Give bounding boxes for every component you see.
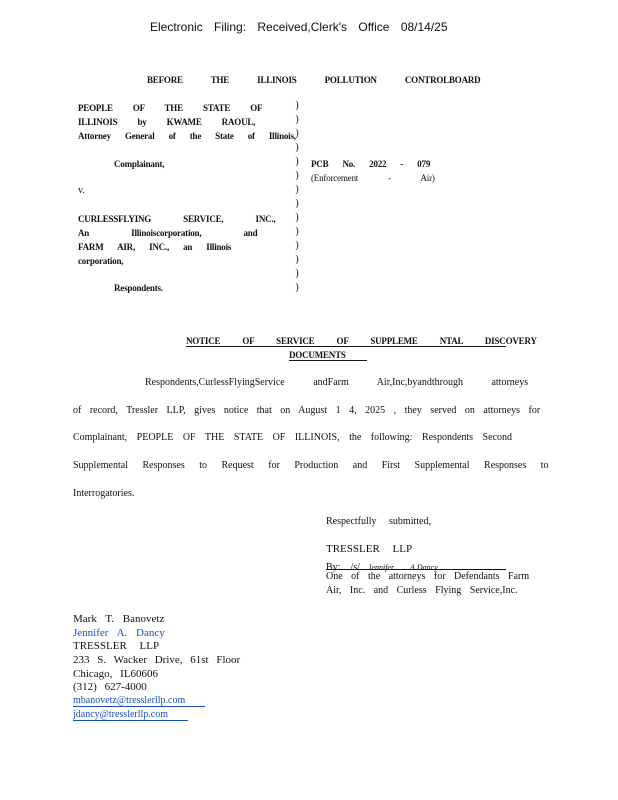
- respondent-line: An Illinoiscorporation, and: [78, 228, 258, 238]
- contact-address: 233 S. Wacker Drive, 61st Floor: [73, 654, 241, 666]
- notice-paragraph-line: Interrogatories.: [73, 488, 135, 499]
- versus-label: v.: [78, 185, 85, 196]
- signature-role: One of the attorneys for Defendants Farm: [326, 571, 530, 582]
- notice-paragraph-line: Respondents,CurlessFlyingService andFarm Air,Inc,byandthrough attorneys: [145, 377, 529, 388]
- signature-marker: /s/: [350, 562, 360, 573]
- notice-title-continued: DOCUMENTS: [289, 350, 367, 361]
- paren: ): [295, 156, 299, 167]
- case-type: (Enforcement - Air): [311, 173, 435, 183]
- contact-name[interactable]: Jennifer A. Dancy: [73, 627, 165, 639]
- respondents-label: Respondents.: [114, 283, 163, 293]
- notice-title: NOTICE OF SERVICE OF SUPPLEME NTAL DISCOVERY: [186, 336, 537, 346]
- case-number: PCB No. 2022 - 079: [311, 159, 431, 169]
- respondent-line: CURLESSFLYING SERVICE, INC.,: [78, 214, 276, 224]
- contact-email-link[interactable]: mbanovetz@tresslerllp.com: [73, 695, 205, 707]
- respondent-line: FARM AIR, INC., an Illinois: [78, 242, 232, 252]
- paren: ): [295, 198, 299, 209]
- paren: ): [295, 128, 299, 139]
- paren: ): [295, 212, 299, 223]
- plaintiff-line: ILLINOIS by KWAME RAOUL,: [78, 117, 256, 127]
- board-title: BEFORE THE ILLINOIS POLLUTION CONTROLBOARD: [147, 75, 481, 85]
- complainant-label: Complainant,: [114, 159, 165, 169]
- paren: ): [295, 100, 299, 111]
- signature-firm: TRESSLER LLP: [326, 543, 413, 555]
- notice-paragraph-line: Complainant, PEOPLE OF THE STATE OF ILLINOIS, the following: Respondents Second: [73, 432, 512, 443]
- contact-name: Mark T. Banovetz: [73, 613, 165, 625]
- closing: Respectfully submitted,: [326, 516, 431, 527]
- signature-role: Air, Inc. and Curless Flying Service,Inc.: [326, 585, 518, 596]
- contact-firm: TRESSLER LLP: [73, 640, 160, 652]
- plaintiff-line: PEOPLE OF THE STATE OF: [78, 103, 263, 113]
- paren: ): [295, 240, 299, 251]
- paren: ): [295, 170, 299, 181]
- filing-stamp: Electronic Filing: Received,Clerk's Office 08/14/25: [150, 20, 448, 34]
- paren: ): [295, 282, 299, 293]
- by-label: By:: [326, 562, 341, 573]
- paren: ): [295, 226, 299, 237]
- signature-name: Jennifer A.Dancy: [367, 563, 438, 572]
- contact-phone: (312) 627-4000: [73, 681, 147, 693]
- paren: ): [295, 184, 299, 195]
- contact-address: Chicago, IL60606: [73, 668, 159, 680]
- paren: ): [295, 254, 299, 265]
- plaintiff-line: Attorney General of the State of Illinois,: [78, 131, 296, 141]
- notice-paragraph-line: of record, Tressler LLP, gives notice that on August 1 4, 2025 , they served on attorneys for: [73, 405, 541, 416]
- paren: ): [295, 268, 299, 279]
- signature-line: [326, 557, 506, 573]
- paren: ): [295, 142, 299, 153]
- notice-paragraph-line: Supplemental Responses to Request for Production and First Supplemental Responses to: [73, 460, 549, 471]
- respondent-line: corporation,: [78, 256, 124, 266]
- paren: ): [295, 114, 299, 125]
- contact-email-link[interactable]: jdancy@tresslerllp.com: [73, 709, 188, 721]
